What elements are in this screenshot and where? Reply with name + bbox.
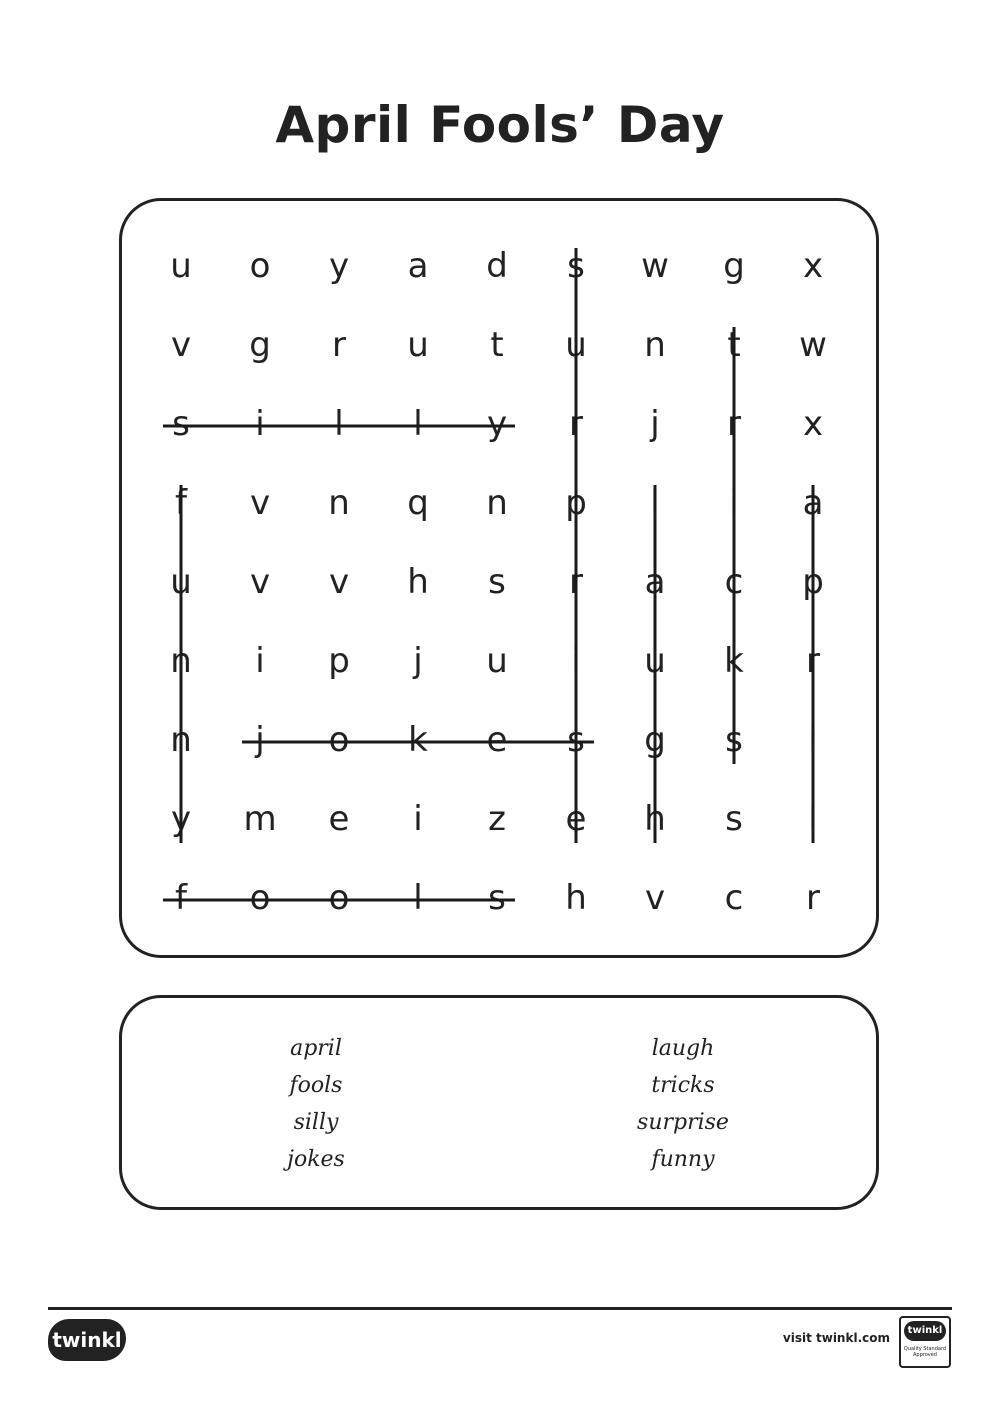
grid-letter: p <box>565 483 587 523</box>
grid-letter: c <box>724 878 744 918</box>
grid-letter: v <box>170 325 192 365</box>
grid-letter: z <box>488 799 506 839</box>
grid-letter: i <box>255 404 265 444</box>
grid-letter: u <box>486 641 508 681</box>
quality-badge-icon <box>899 1316 951 1368</box>
footer-divider <box>48 1307 952 1310</box>
grid-letter: k <box>408 720 428 760</box>
grid-letter: o <box>249 246 271 286</box>
grid-letter: r <box>332 325 346 365</box>
grid-letter: l <box>808 799 818 839</box>
grid-letter: o <box>328 878 350 918</box>
grid-letter: i <box>413 799 423 839</box>
word-list-box <box>119 995 879 1210</box>
grid-letter: n <box>328 483 350 523</box>
badge-caption: Quality Standard Approved <box>903 1346 947 1358</box>
grid-letter: p <box>328 641 350 681</box>
grid-letter: p <box>802 562 824 602</box>
grid-letter: s <box>725 799 743 839</box>
grid-letter: k <box>724 641 744 681</box>
grid-letter: l <box>650 483 660 523</box>
word-list-item: tricks <box>651 1073 715 1098</box>
grid-letter: l <box>413 878 423 918</box>
grid-letter: d <box>486 246 508 286</box>
grid-letter: s <box>488 562 506 602</box>
grid-letter: r <box>727 404 741 444</box>
grid-letter: g <box>723 246 745 286</box>
grid-letter: l <box>334 404 344 444</box>
grid-letter: t <box>727 325 741 365</box>
grid-letter: y <box>486 404 508 444</box>
grid-letter: x <box>802 404 824 444</box>
word-list-item: silly <box>293 1110 339 1135</box>
grid-letter: w <box>641 246 669 286</box>
grid-letter: h <box>565 878 587 918</box>
grid-letter: h <box>644 799 666 839</box>
word-list-item: april <box>290 1036 342 1061</box>
grid-letter: r <box>806 878 820 918</box>
grid-letter: r <box>569 562 583 602</box>
grid-letter: x <box>802 246 824 286</box>
grid-letter: w <box>799 325 827 365</box>
grid-letter: u <box>407 325 429 365</box>
grid-letter: g <box>249 325 271 365</box>
grid-letter: i <box>255 641 265 681</box>
twinkl-logo: twinkl <box>48 1319 126 1361</box>
visit-link-text: visit twinkl.com <box>782 1331 890 1345</box>
grid-letter: s <box>567 720 585 760</box>
grid-letter: u <box>565 325 587 365</box>
grid-letter: s <box>172 404 190 444</box>
grid-letter: c <box>724 562 744 602</box>
grid-letter: e <box>565 799 587 839</box>
grid-letter: j <box>413 641 423 681</box>
grid-letter: m <box>243 799 277 839</box>
grid-letter: j <box>650 404 660 444</box>
grid-letter: i <box>808 720 818 760</box>
word-list-item: funny <box>651 1147 715 1172</box>
grid-letter: s <box>725 720 743 760</box>
grid-letter: v <box>328 562 350 602</box>
grid-letter: a <box>644 562 666 602</box>
grid-letter: o <box>328 720 350 760</box>
grid-letter: i <box>729 483 739 523</box>
grid-letter: t <box>490 325 504 365</box>
grid-letter: y <box>170 799 192 839</box>
grid-letter: l <box>413 404 423 444</box>
grid-letter: v <box>644 878 666 918</box>
grid-letter: a <box>407 246 429 286</box>
grid-letter: h <box>407 562 429 602</box>
grid-letter: r <box>806 641 820 681</box>
grid-letter: n <box>486 483 508 523</box>
grid-letter: u <box>170 246 192 286</box>
grid-letter: f <box>175 483 187 523</box>
grid-letter: v <box>249 562 271 602</box>
grid-letter: u <box>644 641 666 681</box>
grid-letter: j <box>255 720 265 760</box>
grid-letter: e <box>486 720 508 760</box>
grid-letter: n <box>170 641 192 681</box>
grid-letter: n <box>644 325 666 365</box>
grid-letter: a <box>802 483 824 523</box>
word-list-item: surprise <box>637 1110 729 1135</box>
grid-letter: y <box>328 246 350 286</box>
grid-letter: r <box>569 404 583 444</box>
grid-letter: v <box>249 483 271 523</box>
grid-letter: o <box>249 878 271 918</box>
grid-letter: s <box>567 246 585 286</box>
word-list-item: jokes <box>287 1147 345 1172</box>
grid-letter: u <box>170 562 192 602</box>
grid-letter: q <box>407 483 429 523</box>
page-title: April Fools’ Day <box>275 96 725 154</box>
grid-letter: n <box>170 720 192 760</box>
grid-letter: s <box>488 878 506 918</box>
word-list-item: laugh <box>651 1036 715 1061</box>
grid-letter: g <box>644 720 666 760</box>
badge-logo: twinkl <box>904 1321 946 1341</box>
word-list-item: fools <box>289 1073 343 1098</box>
grid-letter: i <box>571 641 581 681</box>
grid-letter: e <box>328 799 350 839</box>
grid-letter: f <box>175 878 187 918</box>
